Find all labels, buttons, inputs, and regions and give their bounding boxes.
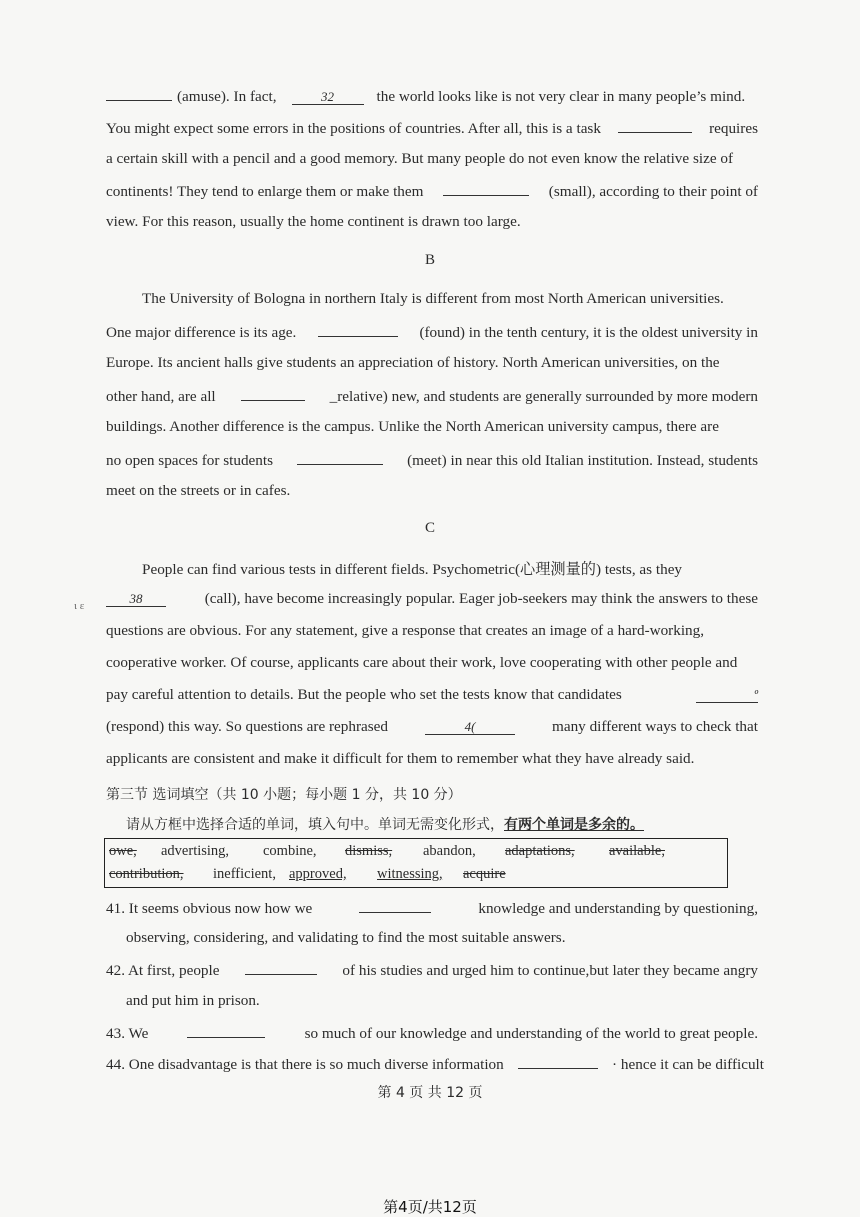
word-inefficient: inefficient, (213, 866, 276, 882)
answer-blank-39[interactable]: º (696, 688, 758, 703)
passage-b-line-6: no open spaces for students (meet) in near this old Italian institution. Instead, students (106, 452, 758, 469)
word-abandon: abandon, (423, 843, 476, 859)
answer-blank-36[interactable] (241, 386, 305, 401)
section-3-instruction: 请从方框中选择合适的单词，填入句中。单词无需变化形式，有两个单词是多余的。 (126, 817, 644, 833)
passage-a-line-1: (amuse). In fact, 32 the world looks like is not very clear in many people’s mind. (106, 86, 758, 106)
passage-c-line-6: (respond) this way. So questions are rephrased 4( many different ways to check that (106, 718, 758, 735)
passage-b-line-2: One major difference is its age. (found) in the tenth century, it is the oldest university in (106, 324, 758, 341)
stray-mark: ι ε (74, 600, 85, 612)
word-advertising: advertising, (161, 843, 230, 859)
passage-c-line-5: pay careful attention to details. But the people who set the tests know that candidates º (106, 686, 758, 703)
question-42: 42. At first, people of his studies and urged him to continue,but later they became angry (106, 962, 758, 979)
passage-c-line-7: applicants are consistent and make it difficult for them to remember what they have already said. (106, 750, 695, 767)
answer-blank-42[interactable] (245, 960, 317, 975)
question-42-cont: and put him in prison. (126, 992, 260, 1009)
answer-blank-31[interactable] (106, 86, 172, 101)
passage-b-line-1: The University of Bologna in northern Italy is different from most North American universities. (142, 290, 724, 307)
answer-blank-32[interactable]: 32 (292, 90, 364, 105)
word-adaptations: adaptations, (505, 843, 575, 859)
passage-a-line-4: continents! They tend to enlarge them or make them (small), according to their point of (106, 183, 758, 200)
word-dismiss: dismiss, (345, 843, 393, 859)
passage-b-line-5: buildings. Another difference is the campus. Unlike the North American university campus, there are (106, 418, 719, 435)
passage-a-line-3: a certain skill with a pencil and a good memory. But many people do not even know the relative size of (106, 150, 734, 167)
section-letter-b: B (424, 252, 435, 268)
section-letter-c: C (424, 520, 435, 536)
word-bank-box (104, 838, 728, 888)
outer-page-number: 第4页/共12页 (383, 1198, 477, 1216)
question-43: 43. We so much of our knowledge and understanding of the world to great people. (106, 1025, 758, 1042)
question-41: 41. It seems obvious now how we knowledge and understanding by questioning, (106, 900, 758, 917)
passage-c-line-4: cooperative worker. Of course, applicants care about their work, love cooperating with other people and (106, 654, 738, 671)
passage-b-line-7: meet on the streets or in cafes. (106, 482, 291, 499)
answer-blank-44[interactable] (518, 1054, 598, 1069)
answer-blank-41[interactable] (359, 898, 431, 913)
question-41-cont: observing, considering, and validating to find the most suitable answers. (126, 929, 566, 946)
answer-blank-38[interactable]: 38 (106, 592, 166, 607)
answer-blank-37[interactable] (297, 450, 383, 465)
section-3-title: 第三节 选词填空（共 10 小题；每小题 1 分，共 10 分） (106, 787, 462, 803)
word-acquire: acquire (463, 866, 506, 882)
question-44: 44. One disadvantage is that there is so much diverse information · hence it can be difficult (106, 1056, 764, 1073)
word-witnessing: witnessing, (377, 866, 443, 882)
answer-blank-34[interactable] (443, 181, 529, 196)
word-combine: combine, (263, 843, 317, 859)
answer-blank-35[interactable] (318, 322, 398, 337)
word-owe: owe, (109, 843, 137, 859)
word-contribution: contribution, (109, 866, 184, 882)
word-approved: approved, (289, 866, 347, 882)
passage-b-line-4: other hand, are all _relative) new, and students are generally surrounded by more modern (106, 388, 758, 405)
passage-c-line-3: questions are obvious. For any statement, give a response that creates an image of a hard-working, (106, 622, 705, 639)
answer-blank-33[interactable] (618, 118, 692, 133)
passage-a-line-5: view. For this reason, usually the home continent is drawn too large. (106, 213, 521, 230)
inner-page-number: 第 4 页 共 12 页 (377, 1085, 483, 1101)
passage-b-line-3: Europe. Its ancient halls give students an appreciation of history. North American universities, on the (106, 354, 720, 371)
answer-blank-43[interactable] (187, 1023, 265, 1038)
passage-c-line-1: People can find various tests in different fields. Psychometric(心理测量的) tests, as they (142, 561, 683, 578)
passage-a-line-2: You might expect some errors in the positions of countries. After all, this is a task requires (106, 120, 758, 137)
passage-c-line-2: 38 (call), have become increasingly popular. Eager job-seekers may think the answers to these (106, 590, 758, 608)
instruction-emphasis: 有两个单词是多余的。 (504, 817, 644, 833)
word-available: available, (609, 843, 665, 859)
answer-blank-40[interactable]: 4( (425, 720, 515, 735)
